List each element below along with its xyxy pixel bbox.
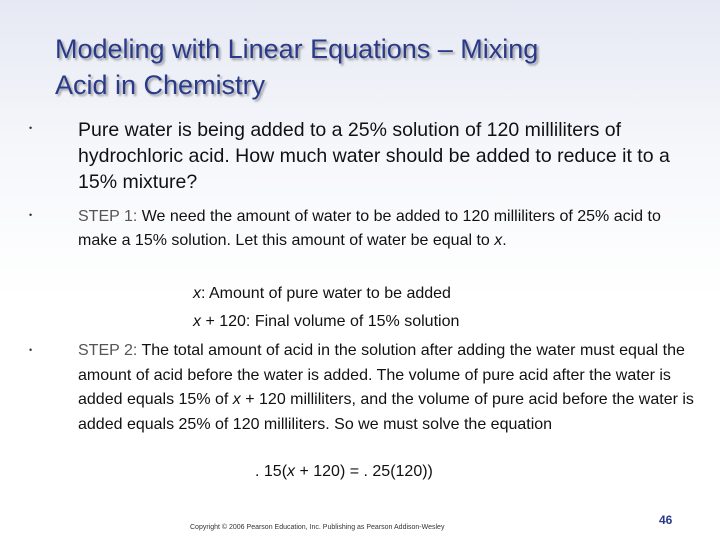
definition-2-var: x xyxy=(193,313,201,330)
bullet-2: • xyxy=(29,210,33,220)
equation xyxy=(255,460,433,484)
page-number: 46 xyxy=(659,513,673,527)
problem-text: Pure water is being added to a 25% solution of 120 milliliters of hydrochloric acid. How much water should be added to reduce it to a 15% mixture? xyxy=(78,119,670,193)
definition-1 xyxy=(193,282,451,306)
step2-text-b: + 120 milliliters, and the volume of pure acid before the water is added equals 25% of 120 milliliters. So we must solve the equation xyxy=(78,391,694,433)
equation-var: x xyxy=(287,463,296,480)
bullet-1: • xyxy=(29,123,33,133)
step1-text-b: . xyxy=(502,232,507,249)
step2-paragraph xyxy=(78,339,698,437)
step2-text-a: The total amount of acid in the solution after adding the water must equal the amount of acid before the water is added. The volume of pure acid after the water is added equals 15% of xyxy=(78,342,685,408)
definition-2-text: + 120: Final volume of 15% solution xyxy=(201,313,460,330)
equation-part-1: . 15( xyxy=(255,463,288,480)
step1-text-a: We need the amount of water to be added to 120 milliliters of 25% acid to make a 15% solution. Let this amount of water be equal to xyxy=(78,208,661,249)
step1-label: STEP 1: xyxy=(78,208,138,225)
slide-title xyxy=(55,31,675,103)
step2-label: STEP 2: xyxy=(78,342,138,359)
equation-part-2: + 120) = . 25(120) xyxy=(295,463,428,480)
step2-var: x xyxy=(232,391,241,408)
equation-part-3: ) xyxy=(427,463,433,480)
copyright-footer: Copyright © 2006 Pearson Education, Inc. Publishing as Pearson Addison-Wesley xyxy=(190,524,445,531)
step1-paragraph xyxy=(78,205,698,253)
definition-2 xyxy=(193,310,459,334)
definition-1-text: : Amount of pure water to be added xyxy=(201,285,451,302)
title-line-1: Modeling with Linear Equations – Mixing xyxy=(55,34,539,64)
definition-1-var: x xyxy=(193,285,201,302)
bullet-3: • xyxy=(29,345,33,355)
step1-var: x xyxy=(494,232,503,249)
title-line-2: Acid in Chemistry xyxy=(55,70,266,100)
